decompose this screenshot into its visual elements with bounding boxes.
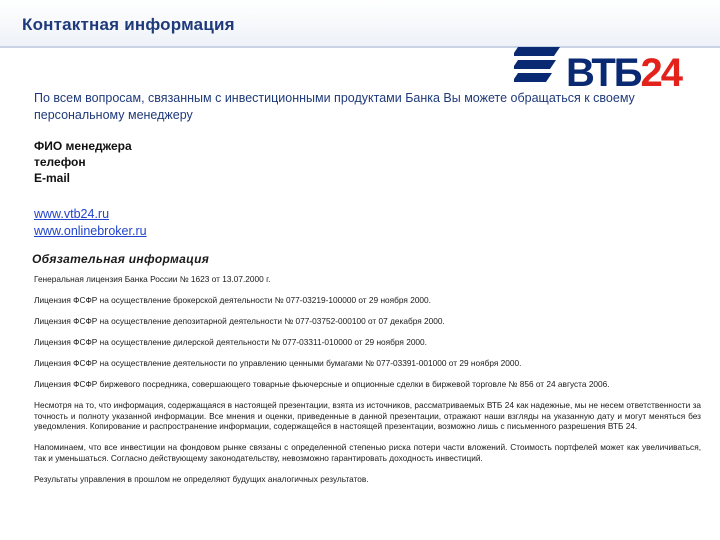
intro-text: По всем вопросам, связанным с инвестиционными продуктами Банка Вы можете обращаться к своему персональному менеджеру <box>34 91 635 122</box>
contacts-block <box>34 138 132 186</box>
vtb-logo-icon <box>514 47 560 82</box>
mandatory-info-title: Обязательная информация <box>32 252 210 266</box>
license-depository: Лицензия ФСФР на осуществление депозитарной деятельности № 077-03752-000100 от 07 декабря 2000. <box>34 316 445 326</box>
manager-name-label: ФИО менеджера <box>34 139 132 153</box>
license-exchange-intermediary: Лицензия ФСФР биржевого посредника, совершающего товарные фьючерсные и опционные сделки в биржевой торговле № 856 от 24 августа 2006. <box>34 379 610 389</box>
legal-text <box>34 274 701 495</box>
license-general: Генеральная лицензия Банка России № 1623 от 13.07.2000 г. <box>34 274 271 284</box>
link-vtb24[interactable]: www.vtb24.ru <box>34 207 110 221</box>
disclaimer-paragraph: Несмотря на то, что информация, содержащаяся в настоящей презентации, взята из источников, рассматриваемых ВТБ 24 как надежные, мы не несем ответственности за точность и полноту указанной информации. Все мнения и оценки, приведенные в данной презентации, отражают наши взгляды на указанную дату и могут меняться без уведомления. Копирование и распространение информации, содержащейся в настоящей презентации, возможно лишь с письменного разрешения ВТБ 24. <box>34 400 701 431</box>
license-brokerage: Лицензия ФСФР на осуществление брокерской деятельности № 077-03219-100000 от 29 ноября 2000. <box>34 295 431 305</box>
past-results-paragraph: Результаты управления в прошлом не определяют будущих аналогичных результатов. <box>34 473 369 484</box>
logo-text-vtb: ВТБ <box>566 51 641 95</box>
phone-label: телефон <box>34 155 86 169</box>
logo-text <box>566 51 684 95</box>
risk-warning-paragraph: Напоминаем, что все инвестиции на фондовом рынке связаны с определенной степенью риска потери части вложений. Стоимость портфелей может как увеличиваться, так и уменьшаться. Согласно действующему законодательству, невозможно гарантировать доходность инвестиций. <box>34 442 701 463</box>
vtb24-logo <box>514 42 684 96</box>
license-dealer: Лицензия ФСФР на осуществление дилерской деятельности № 077-03311-010000 от 29 ноября 2000. <box>34 337 427 347</box>
logo-text-24: 24 <box>640 51 682 95</box>
email-label: E-mail <box>34 171 71 185</box>
page-title: Контактная информация <box>22 15 235 34</box>
license-asset-management: Лицензия ФСФР на осуществление деятельности по управлению ценными бумагами № 077-03391-001000 от 29 ноября 2000. <box>34 358 522 368</box>
links-block <box>34 206 147 240</box>
link-onlinebroker[interactable]: www.onlinebroker.ru <box>34 224 147 238</box>
